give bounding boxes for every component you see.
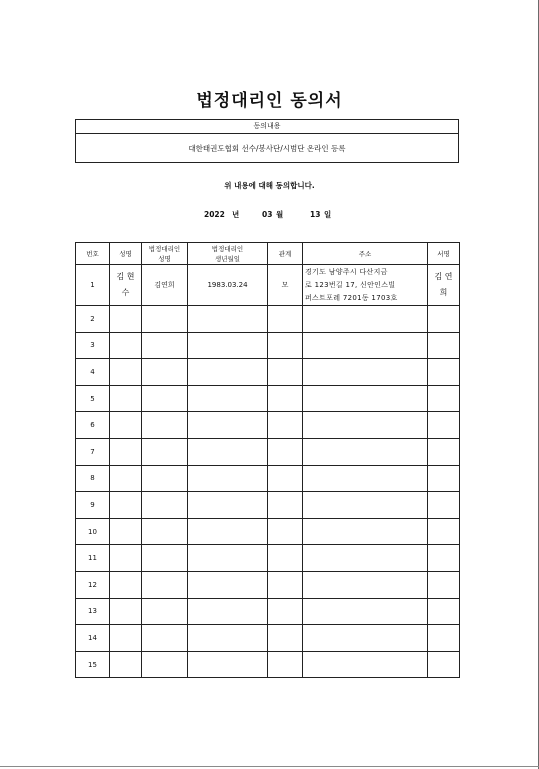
cell-address	[303, 438, 428, 465]
date-day: 13	[310, 210, 321, 219]
header-guardian-name	[142, 243, 188, 265]
cell-signature-line1: 김 연	[434, 272, 453, 281]
cell-no: 9	[76, 492, 110, 519]
header-signature: 서명	[428, 243, 460, 265]
consent-content: 대한태권도협회 선수/봉사단/시범단 온라인 등록	[188, 144, 346, 153]
cell-guardian-birth: 1983.03.24	[188, 265, 268, 306]
cell-no: 7	[76, 438, 110, 465]
cell-relation	[268, 651, 303, 678]
table-row	[76, 438, 460, 465]
cell-relation	[268, 571, 303, 598]
cell-name	[110, 651, 142, 678]
cell-guardian-name: 김연희	[142, 265, 188, 306]
date-month-label: 월	[276, 210, 284, 219]
cell-signature	[428, 492, 460, 519]
cell-relation	[268, 332, 303, 359]
cell-address	[303, 306, 428, 333]
cell-guardian-name	[142, 651, 188, 678]
cell-guardian-name	[142, 518, 188, 545]
cell-guardian-name	[142, 571, 188, 598]
cell-address-line1: 경기도 남양주시 다산지금	[305, 267, 388, 276]
table-header-row	[76, 243, 460, 265]
cell-name	[110, 545, 142, 572]
cell-guardian-birth	[188, 438, 268, 465]
cell-signature	[428, 545, 460, 572]
cell-no: 10	[76, 518, 110, 545]
cell-signature	[428, 625, 460, 652]
cell-guardian-birth	[188, 306, 268, 333]
cell-no: 5	[76, 385, 110, 412]
cell-address	[303, 412, 428, 439]
header-guardian-name-line1: 법정대리인	[148, 244, 181, 253]
cell-guardian-birth	[188, 625, 268, 652]
cell-relation	[268, 545, 303, 572]
cell-guardian-birth	[188, 492, 268, 519]
cell-signature	[428, 651, 460, 678]
cell-address-line2: 로 123번길 17, 신안인스빌	[305, 280, 396, 289]
cell-address	[303, 359, 428, 386]
cell-no: 15	[76, 651, 110, 678]
cell-name	[110, 625, 142, 652]
cell-signature	[428, 438, 460, 465]
cell-guardian-name	[142, 598, 188, 625]
cell-relation	[268, 598, 303, 625]
cell-no: 11	[76, 545, 110, 572]
cell-guardian-birth	[188, 598, 268, 625]
cell-guardian-name	[142, 359, 188, 386]
cell-guardian-birth	[188, 465, 268, 492]
cell-name	[110, 412, 142, 439]
cell-signature-line2: 희	[439, 288, 448, 297]
cell-guardian-name	[142, 332, 188, 359]
table-row	[76, 492, 460, 519]
cell-guardian-name	[142, 465, 188, 492]
cell-guardian-birth	[188, 651, 268, 678]
header-guardian-birth	[188, 243, 268, 265]
cell-signature	[428, 385, 460, 412]
cell-name	[110, 598, 142, 625]
agree-statement: 위 내용에 대해 동의합니다.	[224, 181, 315, 190]
table-row	[76, 571, 460, 598]
cell-guardian-name	[142, 625, 188, 652]
cell-address	[303, 332, 428, 359]
cell-address	[303, 265, 428, 306]
cell-address	[303, 598, 428, 625]
cell-name	[110, 465, 142, 492]
cell-no: 6	[76, 412, 110, 439]
cell-address	[303, 518, 428, 545]
table-row	[76, 412, 460, 439]
document-title: 법정대리인 동의서	[196, 91, 343, 111]
cell-signature	[428, 571, 460, 598]
cell-signature	[428, 598, 460, 625]
cell-relation	[268, 306, 303, 333]
cell-signature	[428, 465, 460, 492]
date-year-label: 년	[232, 210, 240, 219]
signing-date	[204, 209, 331, 220]
cell-name	[110, 306, 142, 333]
cell-guardian-birth	[188, 385, 268, 412]
table-row	[76, 306, 460, 333]
cell-name	[110, 332, 142, 359]
cell-signature	[428, 332, 460, 359]
header-guardian-name-line2: 성명	[158, 254, 171, 263]
table-row	[76, 359, 460, 386]
header-relation: 관계	[268, 243, 303, 265]
cell-name	[110, 359, 142, 386]
table-row	[76, 545, 460, 572]
cell-relation	[268, 625, 303, 652]
cell-relation	[268, 518, 303, 545]
cell-signature	[428, 412, 460, 439]
cell-guardian-birth	[188, 545, 268, 572]
table-row	[76, 651, 460, 678]
cell-address	[303, 625, 428, 652]
cell-name	[110, 492, 142, 519]
cell-no: 8	[76, 465, 110, 492]
cell-no: 3	[76, 332, 110, 359]
header-guardian-birth-line1: 법정대리인	[211, 244, 244, 253]
cell-address	[303, 465, 428, 492]
table-row	[76, 518, 460, 545]
cell-no: 1	[76, 265, 110, 306]
header-name: 성명	[110, 243, 142, 265]
cell-address	[303, 651, 428, 678]
cell-relation	[268, 492, 303, 519]
table-row	[76, 265, 460, 306]
cell-no: 4	[76, 359, 110, 386]
cell-guardian-name	[142, 492, 188, 519]
cell-guardian-name	[142, 438, 188, 465]
date-day-label: 일	[324, 210, 332, 219]
table-row	[76, 465, 460, 492]
header-guardian-birth-line2: 생년월일	[214, 254, 241, 263]
cell-guardian-name	[142, 385, 188, 412]
cell-signature	[428, 518, 460, 545]
cell-name	[110, 518, 142, 545]
table-row	[76, 332, 460, 359]
cell-address-line3: 퍼스트포레 7201동 1703호	[305, 293, 398, 302]
cell-address	[303, 545, 428, 572]
cell-no: 2	[76, 306, 110, 333]
cell-no: 13	[76, 598, 110, 625]
cell-guardian-birth	[188, 571, 268, 598]
date-month: 03	[262, 210, 273, 219]
date-year: 2022	[204, 210, 225, 219]
cell-signature	[428, 359, 460, 386]
cell-relation: 모	[268, 265, 303, 306]
cell-name-line2: 수	[121, 288, 130, 297]
header-address: 주소	[303, 243, 428, 265]
registration-table	[75, 242, 460, 678]
cell-guardian-birth	[188, 359, 268, 386]
cell-guardian-birth	[188, 518, 268, 545]
cell-no: 12	[76, 571, 110, 598]
cell-address	[303, 492, 428, 519]
cell-name	[110, 571, 142, 598]
table-row	[76, 598, 460, 625]
cell-guardian-name	[142, 306, 188, 333]
consent-heading: 동의내용	[76, 120, 458, 134]
cell-signature	[428, 306, 460, 333]
cell-guardian-name	[142, 412, 188, 439]
cell-relation	[268, 438, 303, 465]
table-row	[76, 385, 460, 412]
cell-signature	[428, 265, 460, 306]
cell-no: 14	[76, 625, 110, 652]
header-no: 번호	[76, 243, 110, 265]
cell-relation	[268, 385, 303, 412]
cell-relation	[268, 412, 303, 439]
cell-name	[110, 265, 142, 306]
cell-guardian-birth	[188, 412, 268, 439]
cell-guardian-birth	[188, 332, 268, 359]
cell-address	[303, 571, 428, 598]
cell-guardian-name	[142, 545, 188, 572]
page-bottom-edge	[0, 766, 539, 767]
cell-relation	[268, 359, 303, 386]
table-row	[76, 625, 460, 652]
cell-name-line1: 김 현	[116, 272, 135, 281]
cell-name	[110, 438, 142, 465]
consent-box	[75, 119, 459, 163]
cell-relation	[268, 465, 303, 492]
cell-name	[110, 385, 142, 412]
cell-address	[303, 385, 428, 412]
